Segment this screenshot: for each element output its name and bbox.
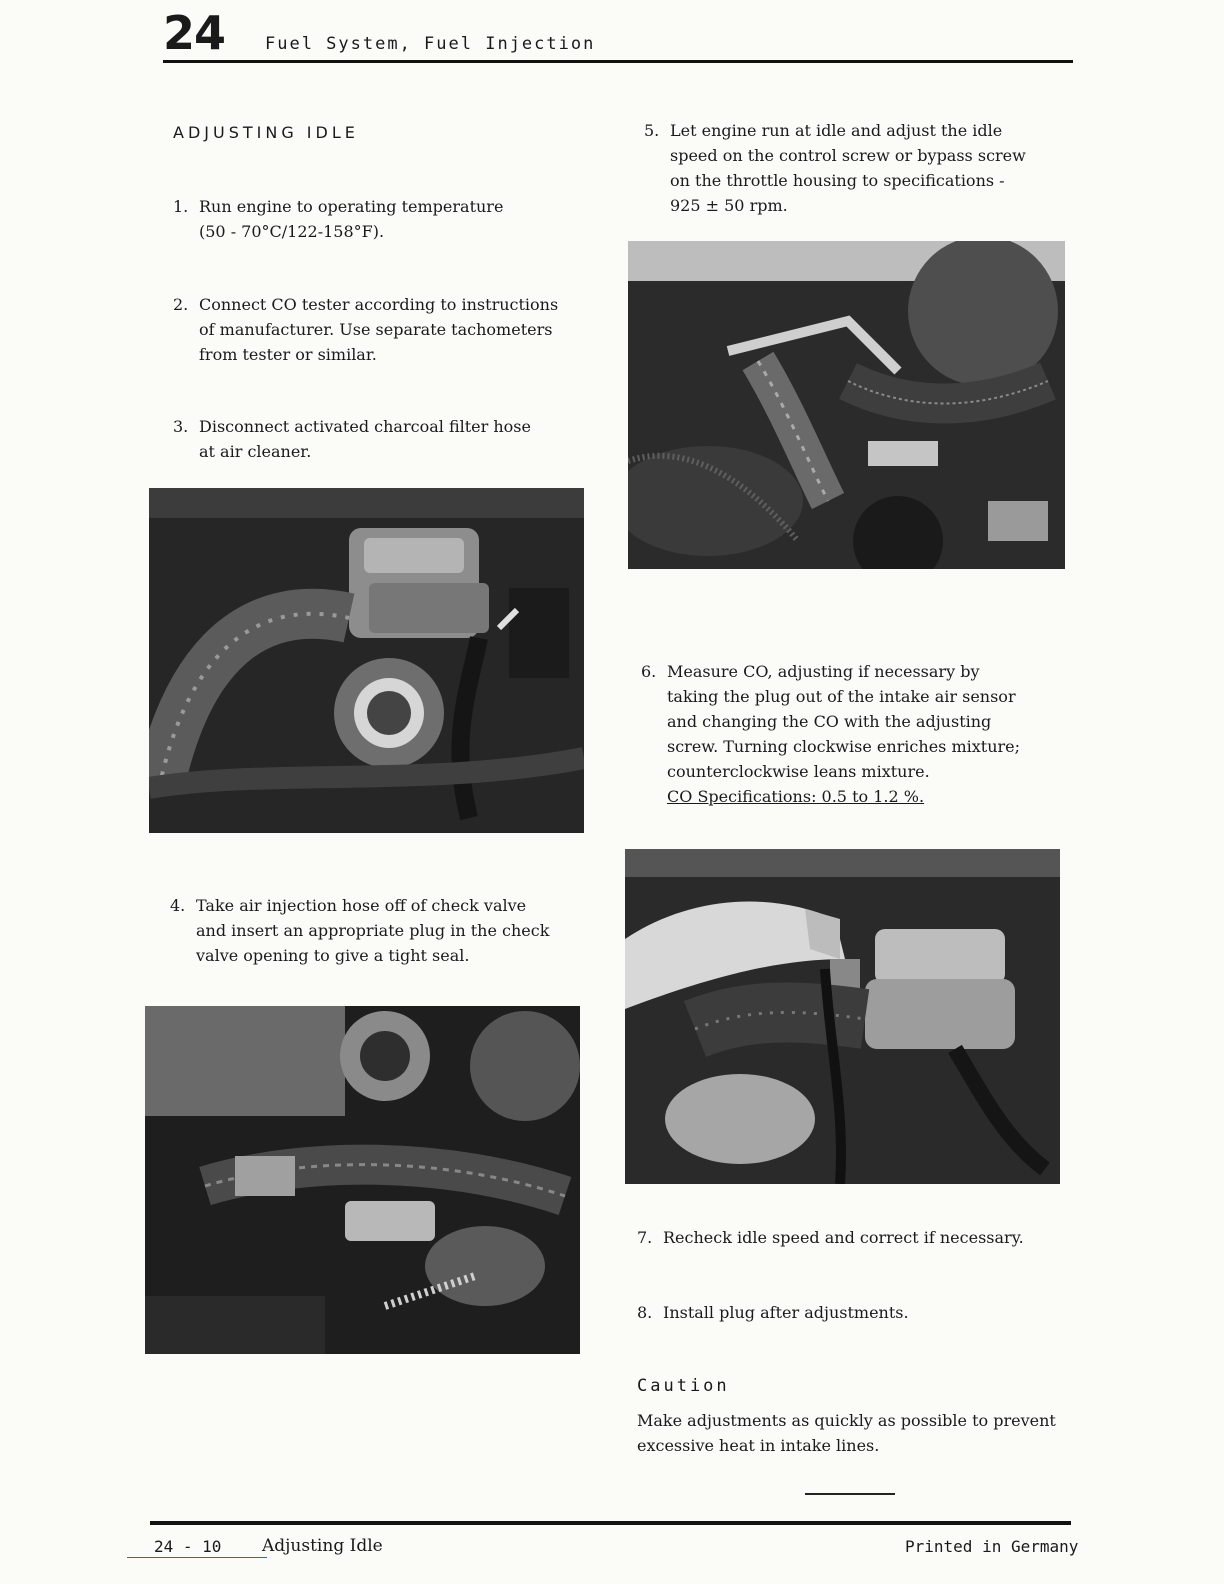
footer-underline <box>127 1557 267 1558</box>
section-heading: ADJUSTING IDLE <box>173 123 359 142</box>
step-number: 7. <box>637 1228 653 1247</box>
step-number: 6. <box>641 662 657 681</box>
step-text-line: of manufacturer. Use separate tachometers <box>199 320 553 339</box>
chapter-title: Fuel System, Fuel Injection <box>265 34 596 54</box>
co-specification: CO Specifications: 0.5 to 1.2 %. <box>667 787 925 806</box>
engine-photo-co-adjustment <box>625 849 1060 1184</box>
footer-page-number: 24 - 10 <box>154 1537 222 1556</box>
step-3 <box>173 414 531 464</box>
step-text-line: Measure CO, adjusting if necessary by <box>667 662 980 681</box>
step-6 <box>641 659 1020 809</box>
step-number: 4. <box>170 896 186 915</box>
step-text-line: Disconnect activated charcoal filter hose <box>199 417 531 436</box>
header-divider <box>163 60 1073 63</box>
end-divider <box>805 1493 895 1495</box>
engine-photo-charcoal-filter-hose <box>149 488 584 833</box>
step-text-line: valve opening to give a tight seal. <box>196 946 470 965</box>
step-number: 8. <box>637 1303 653 1322</box>
step-text-line: Connect CO tester according to instructions <box>199 295 559 314</box>
step-number: 1. <box>173 197 189 216</box>
step-text-line: 925 ± 50 rpm. <box>670 196 788 215</box>
step-text-line: speed on the control screw or bypass screw <box>670 146 1026 165</box>
step-text-line: Recheck idle speed and correct if necessary. <box>663 1228 1024 1247</box>
chapter-number: 24 <box>163 6 226 60</box>
engine-photo-throttle-housing <box>628 241 1065 569</box>
step-text-line: from tester or similar. <box>199 345 377 364</box>
step-4 <box>170 893 549 968</box>
step-7 <box>637 1225 1024 1250</box>
step-text-line: taking the plug out of the intake air sensor <box>667 687 1016 706</box>
step-number: 5. <box>644 121 660 140</box>
engine-photo-check-valve <box>145 1006 580 1354</box>
step-text-line: and changing the CO with the adjusting <box>667 712 992 731</box>
step-text-line: on the throttle housing to specifications - <box>670 171 1005 190</box>
step-text-line: Let engine run at idle and adjust the idle <box>670 121 1003 140</box>
caution-text: Make adjustments as quickly as possible to prevent excessive heat in intake lines. <box>637 1411 1056 1455</box>
step-2 <box>173 292 558 367</box>
step-text-line: Install plug after adjustments. <box>663 1303 909 1322</box>
step-1 <box>173 194 503 244</box>
step-number: 3. <box>173 417 189 436</box>
step-text-line: Take air injection hose off of check valve <box>196 896 527 915</box>
step-5 <box>644 118 1026 218</box>
step-text-line: counterclockwise leans mixture. <box>667 762 930 781</box>
footer-section-title: Adjusting Idle <box>262 1536 383 1556</box>
footer-divider <box>150 1521 1071 1525</box>
step-text-line: Run engine to operating temperature <box>199 197 504 216</box>
footer-printed-in: Printed in Germany <box>905 1537 1079 1556</box>
caution-heading: Caution <box>637 1376 730 1396</box>
step-text-line: screw. Turning clockwise enriches mixture; <box>667 737 1021 756</box>
step-text-line: (50 - 70°C/122-158°F). <box>199 222 385 241</box>
step-number: 2. <box>173 295 189 314</box>
step-text-line: at air cleaner. <box>199 442 312 461</box>
step-8 <box>637 1300 909 1325</box>
step-text-line: and insert an appropriate plug in the check <box>196 921 550 940</box>
